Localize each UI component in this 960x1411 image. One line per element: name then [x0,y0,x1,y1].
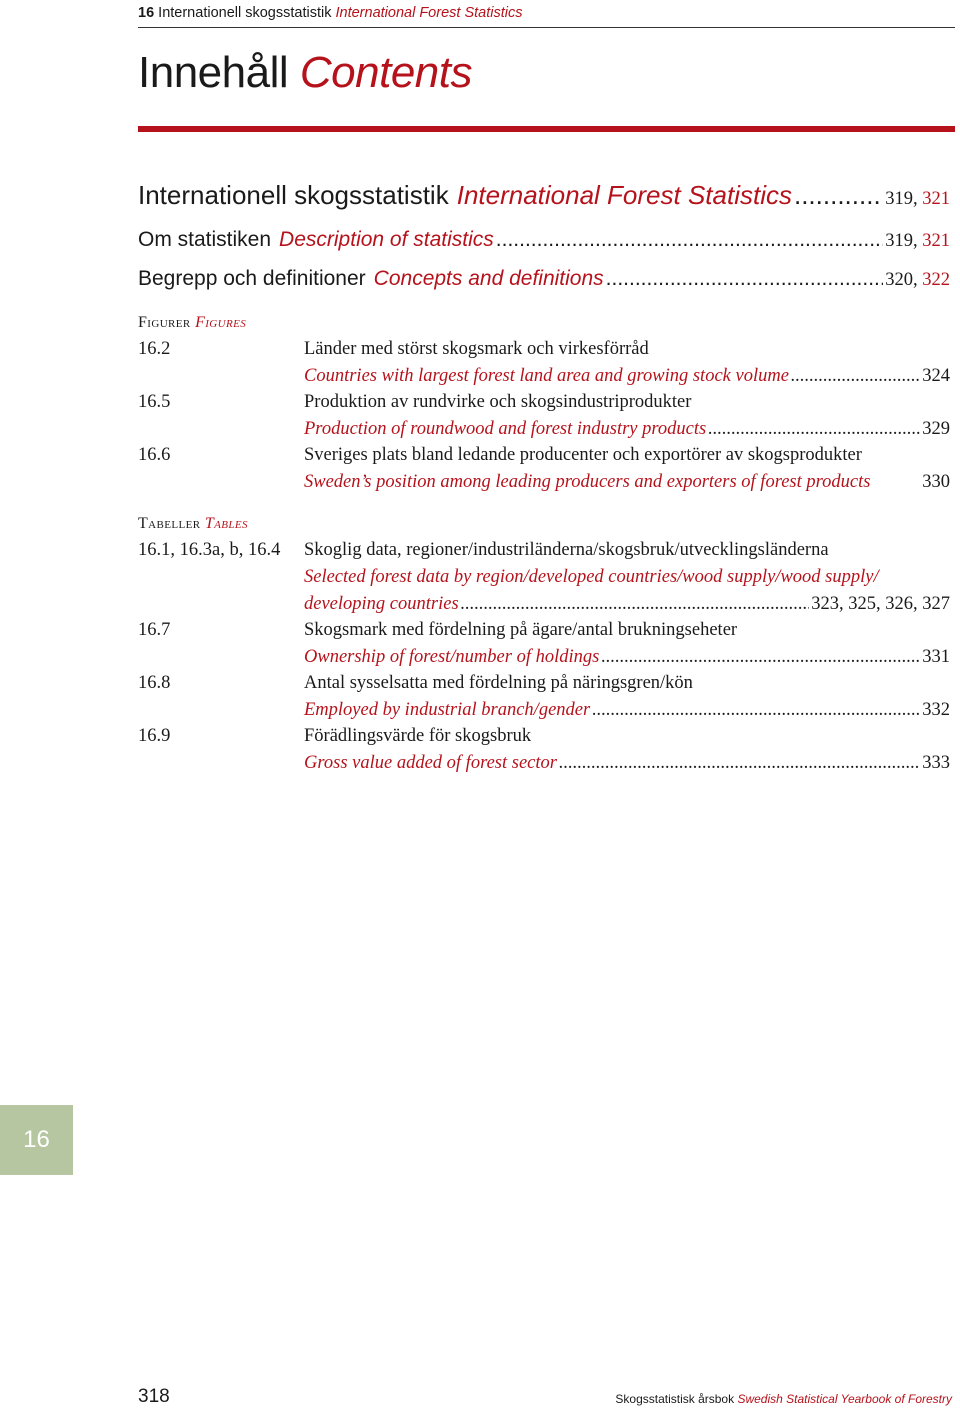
page-title-sv: Innehåll [138,48,289,97]
section-title-en: International Forest Statistics [456,180,792,210]
figure-number: 16.5 [138,392,171,412]
title-rule [138,126,955,132]
chapter-tab: 16 [0,1105,73,1175]
header-title-en: International Forest Statistics [335,5,523,21]
figure-title-sv: Sveriges plats bland ledande producenter och exportörer av skogsprodukter [304,445,862,465]
toc-section[interactable] [138,267,950,291]
section-title-en: Description of statistics [279,228,494,251]
section-pages: 319, 321 [885,231,950,251]
page-title-en: Contents [299,48,472,97]
section-pages: 320, 322 [885,270,950,290]
table-number: 16.7 [138,620,171,640]
section-title-sv: Internationell skogsstatistik [138,180,449,210]
table-title-en-line: Selected forest data by region/developed countries/wood supply/wood supply/ [304,567,879,587]
table-title-sv: Skoglig data, regioner/industriländerna/skogsbruk/utvecklingsländerna [304,540,829,560]
table-title-en-line: Employed by industrial branch/gender ..... 332 [304,700,950,721]
header-rule [138,27,955,28]
section-pages: 319, 321 [885,189,950,209]
leader-dots [496,228,883,252]
figures-heading: Figurer Figures [138,314,247,331]
table-title-sv: Antal sysselsatta med fördelning på näringsgren/kön [304,673,693,693]
figure-number: 16.6 [138,445,171,465]
table-title-en-line: developing countries ..... 323, 325, 326, 327 [304,594,950,615]
footer-page-number: 318 [138,1386,170,1407]
table-title-sv: Förädlingsvärde för skogsbruk [304,726,532,746]
leader-dots [606,267,884,291]
figure-title-en-line: Sweden’s position among leading producers and exporters of forest products 330 [304,472,950,492]
table-number: 16.9 [138,726,171,746]
footer-book-title [615,1392,952,1406]
figure-title-en-line: Countries with largest forest land area and growing stock volume ..... 324 [304,366,950,387]
leader-dots [794,180,883,211]
footer-book-en: Swedish Statistical Yearbook of Forestry [737,1392,952,1406]
figure-title-sv: Produktion av rundvirke och skogsindustriprodukter [304,392,692,412]
table-number: 16.1, 16.3a, b, 16.4 [138,540,281,560]
table-title-en-line: Ownership of forest/number of holdings ..... 331 [304,647,950,668]
tables-heading: Tabeller Tables [138,515,248,532]
page-title [138,48,472,98]
toc-section[interactable] [138,180,950,211]
toc-section[interactable] [138,228,950,252]
section-title-sv: Begrepp och definitioner [138,267,366,290]
header-chapter-number: 16 [138,5,155,21]
table-number: 16.8 [138,673,171,693]
figure-title-en-line: Production of roundwood and forest industry products ..... 329 [304,419,950,440]
section-title-en: Concepts and definitions [373,267,604,290]
running-header [138,5,522,21]
table-title-en-line: Gross value added of forest sector ..... 333 [304,753,950,774]
figure-number: 16.2 [138,339,171,359]
table-title-sv: Skogsmark med fördelning på ägare/antal brukningseheter [304,620,738,640]
figure-title-sv: Länder med störst skogsmark och virkesförråd [304,339,649,359]
footer-book-sv: Skogsstatistisk årsbok [615,1392,735,1406]
header-title-sv: Internationell skogsstatistik [158,5,332,21]
section-title-sv: Om statistiken [138,228,272,251]
